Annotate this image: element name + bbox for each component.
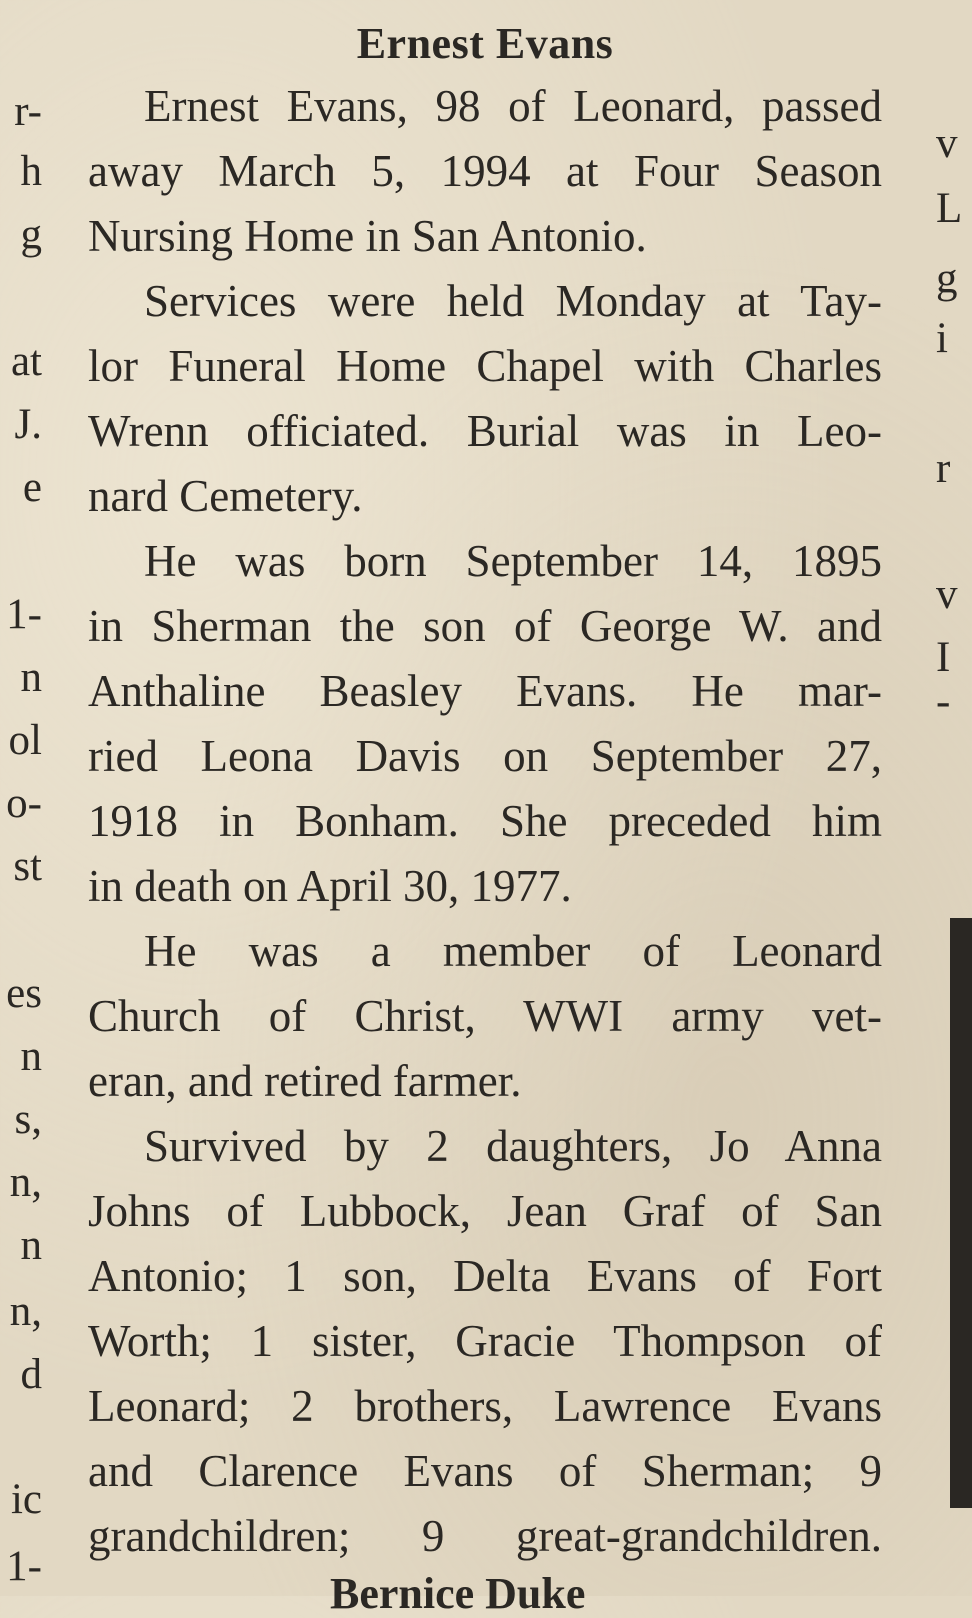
- text-line: nard Cemetery.: [88, 471, 363, 521]
- left-fragment: n,: [9, 1288, 42, 1335]
- article-headline: Ernest Evans: [356, 19, 614, 68]
- left-fragment: ol: [8, 717, 42, 764]
- text-line: Church of Christ, WWI army vet-: [88, 991, 882, 1041]
- left-fragment: at: [10, 338, 42, 385]
- text-line: 1918 in Bonham. She preceded him: [88, 796, 882, 846]
- left-fragment: n: [20, 654, 42, 701]
- adjacent-ad-border: [950, 918, 972, 1508]
- left-fragment: o-: [6, 780, 42, 827]
- left-fragment: n,: [9, 1159, 42, 1206]
- text-line: away March 5, 1994 at Four Season: [88, 146, 882, 196]
- obituary-article: [88, 14, 882, 1569]
- text-line: Leonard; 2 brothers, Lawrence Evans: [88, 1381, 882, 1431]
- text-line: eran, and retired farmer.: [88, 1056, 522, 1106]
- next-article-headline: Bernice Duke: [330, 1569, 586, 1618]
- left-fragment: n: [20, 1033, 42, 1080]
- left-fragment: g: [20, 211, 42, 258]
- left-fragment: e: [22, 464, 42, 511]
- text-line: Nursing Home in San Antonio.: [88, 211, 647, 261]
- text-line: lor Funeral Home Chapel with Charles: [88, 341, 882, 391]
- left-fragment: n: [20, 1222, 42, 1269]
- left-column-fragment: [0, 0, 48, 1596]
- text-line: He was a member of Leonard: [144, 926, 882, 976]
- text-line: Ernest Evans, 98 of Leonard, passed: [144, 81, 882, 131]
- left-fragment: r-: [14, 88, 42, 135]
- right-fragment: v: [936, 571, 958, 618]
- left-fragment: ic: [10, 1476, 42, 1523]
- text-line: Services were held Monday at Tay-: [144, 276, 882, 326]
- left-fragment: es: [6, 970, 42, 1017]
- text-line: in death on April 30, 1977.: [88, 861, 572, 911]
- right-fragment: i: [936, 315, 948, 362]
- text-line: grandchildren; 9 great-grandchildren.: [88, 1511, 882, 1561]
- left-fragment: d: [20, 1351, 42, 1398]
- text-line: He was born September 14, 1895: [144, 536, 882, 586]
- text-line: Antonio; 1 son, Delta Evans of Fort: [88, 1251, 882, 1301]
- left-fragment: st: [13, 843, 42, 890]
- left-fragment: s,: [14, 1096, 42, 1143]
- text-line: Anthaline Beasley Evans. He mar-: [88, 666, 882, 716]
- text-line: Wrenn officiated. Burial was in Leo-: [88, 406, 882, 456]
- right-fragment: L: [936, 185, 963, 232]
- right-fragment: I: [936, 634, 951, 681]
- left-fragment: 1-: [6, 1543, 42, 1590]
- right-fragment: -: [936, 678, 951, 725]
- right-fragment: r: [936, 445, 951, 492]
- text-line: in Sherman the son of George W. and: [88, 601, 882, 651]
- text-line: Survived by 2 daughters, Jo Anna: [144, 1121, 882, 1171]
- text-line: and Clarence Evans of Sherman; 9: [88, 1446, 882, 1496]
- left-fragment: J.: [14, 401, 42, 448]
- right-fragment: g: [936, 255, 958, 302]
- text-line: Johns of Lubbock, Jean Graf of San: [88, 1186, 882, 1236]
- text-line: ried Leona Davis on September 27,: [88, 731, 882, 781]
- text-line: Worth; 1 sister, Gracie Thompson of: [88, 1316, 882, 1366]
- left-fragment: h: [20, 148, 42, 195]
- right-fragment: v: [936, 120, 958, 167]
- left-fragment: 1-: [6, 591, 42, 638]
